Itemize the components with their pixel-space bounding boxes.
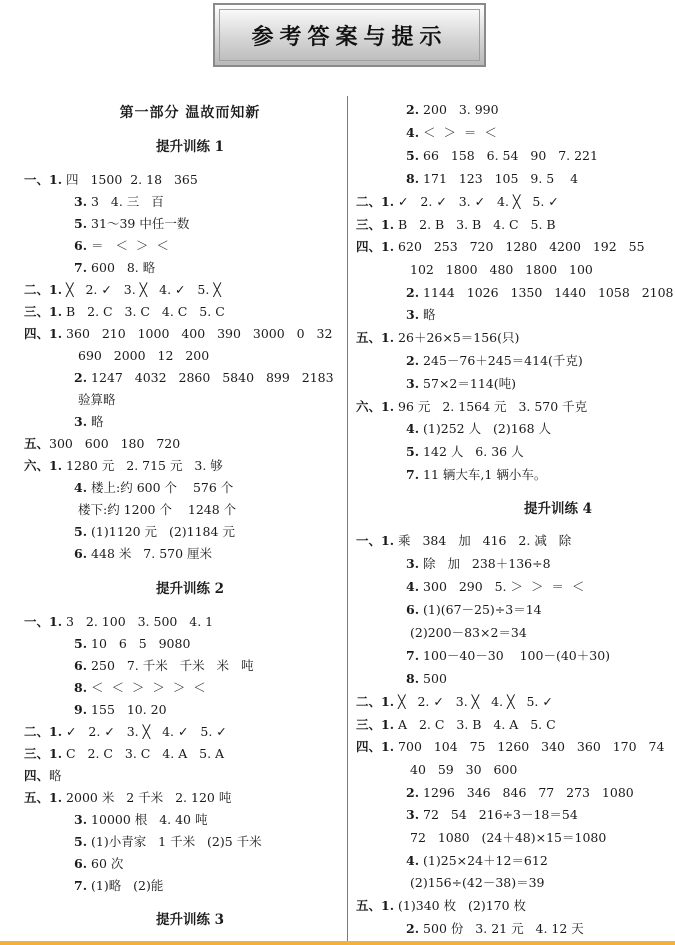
answer-text: ✓ 2. ✓ 3. ✓ 4. ╳ 5. ✓ bbox=[394, 194, 559, 209]
item-number: 三、1. bbox=[356, 217, 395, 232]
answer-text: (1)340 枚 (2)170 枚 bbox=[394, 898, 527, 913]
answer-line bbox=[406, 554, 551, 574]
answer-text: ＜ ＜ ＞ ＞ ＞ ＜ bbox=[87, 680, 206, 695]
answer-text: 四 1500 2. 18 365 bbox=[62, 172, 198, 187]
item-number: 5. bbox=[74, 834, 88, 849]
answer-line bbox=[24, 280, 221, 300]
bottom-accent-bar bbox=[0, 941, 675, 945]
item-number: 二、1. bbox=[356, 194, 395, 209]
answer-text: 57×2＝114(吨) bbox=[419, 376, 516, 391]
answer-line bbox=[74, 832, 262, 852]
answer-line bbox=[356, 737, 664, 757]
answer-text: 略 bbox=[49, 768, 62, 783]
answer-line bbox=[406, 374, 516, 394]
item-number: 2. bbox=[74, 370, 88, 385]
answer-line bbox=[74, 544, 212, 564]
item-number: 6. bbox=[74, 856, 88, 871]
answer-line bbox=[356, 896, 526, 916]
answer-text: 3 4. 三 百 bbox=[87, 194, 164, 209]
answer-text: 66 158 6. 54 90 7. 221 bbox=[419, 148, 598, 163]
item-number: 一、1. bbox=[356, 533, 395, 548]
answer-line bbox=[406, 100, 499, 120]
answer-text: 除 加 238＋136÷8 bbox=[419, 556, 551, 571]
answer-text: 155 10. 20 bbox=[87, 702, 167, 717]
answer-line bbox=[78, 346, 209, 366]
answer-line bbox=[410, 828, 606, 848]
answer-line bbox=[406, 646, 610, 666]
answer-line bbox=[74, 522, 235, 542]
answer-text: 1296 346 846 77 273 1080 bbox=[419, 785, 634, 800]
answer-text: 102 1800 480 1800 100 bbox=[410, 262, 593, 277]
item-number: 6. bbox=[74, 658, 88, 673]
answer-text: 100－40－30 100－(40＋30) bbox=[419, 648, 611, 663]
answer-text: (1)1120 元 (2)1184 元 bbox=[87, 524, 235, 539]
answer-text: 26＋26×5＝156(只) bbox=[394, 330, 520, 345]
answer-line bbox=[356, 692, 553, 712]
answer-text: 1280 元 2. 715 元 3. 够 bbox=[62, 458, 223, 473]
answer-text: 楼上:约 600 个 576 个 bbox=[87, 480, 234, 495]
answer-text: 72 1080 (24＋48)×15＝1080 bbox=[410, 830, 607, 845]
item-number: 2. bbox=[406, 785, 420, 800]
answer-line bbox=[406, 351, 583, 371]
answer-text: 1144 1026 1350 1440 1058 2108 bbox=[419, 285, 674, 300]
answer-text: A 2. C 3. B 4. A 5. C bbox=[394, 717, 556, 732]
item-number: 四、1. bbox=[356, 239, 395, 254]
item-number: 9. bbox=[74, 702, 88, 717]
answer-line bbox=[406, 805, 578, 825]
item-number: 2. bbox=[406, 353, 420, 368]
answer-line bbox=[74, 656, 253, 676]
answer-line bbox=[356, 397, 587, 417]
answer-text: 96 元 2. 1564 元 3. 570 千克 bbox=[394, 399, 588, 414]
item-number: 8. bbox=[406, 171, 420, 186]
answer-text: 500 份 3. 21 元 4. 12 天 bbox=[419, 921, 584, 936]
item-number: 三、1. bbox=[356, 717, 395, 732]
answer-text: 10000 根 4. 40 吨 bbox=[87, 812, 208, 827]
item-number: 一、1. bbox=[24, 614, 63, 629]
answer-text: 200 3. 990 bbox=[419, 102, 499, 117]
answer-text: 245－76＋245＝414(千克) bbox=[419, 353, 583, 368]
answer-text: 500 bbox=[419, 671, 447, 686]
answer-line bbox=[74, 876, 163, 896]
item-number: 3. bbox=[74, 414, 88, 429]
item-number: 5. bbox=[406, 148, 420, 163]
answer-line bbox=[356, 531, 571, 551]
answer-text: 360 210 1000 400 390 3000 0 32 bbox=[62, 326, 333, 341]
answer-line bbox=[356, 237, 645, 257]
answer-text: 楼下:约 1200 个 1248 个 bbox=[78, 502, 237, 517]
section-title: 提升训练 3 bbox=[155, 912, 225, 928]
answer-line bbox=[406, 419, 551, 439]
answer-line bbox=[410, 760, 517, 780]
answer-line bbox=[74, 700, 167, 720]
answer-text: 142 人 6. 36 人 bbox=[419, 444, 524, 459]
section-title: 提升训练 2 bbox=[155, 581, 225, 597]
item-number: 4. bbox=[74, 480, 88, 495]
page-title: 参考答案与提示 bbox=[251, 24, 448, 50]
answer-line bbox=[74, 810, 207, 830]
item-number: 二、1. bbox=[24, 724, 63, 739]
answer-line bbox=[78, 390, 116, 410]
answer-line bbox=[24, 788, 231, 808]
item-number: 三、1. bbox=[24, 304, 63, 319]
item-number: 2. bbox=[406, 102, 420, 117]
answer-line bbox=[356, 328, 519, 348]
answer-line bbox=[406, 442, 524, 462]
answer-line bbox=[406, 669, 447, 689]
column-divider bbox=[347, 96, 348, 945]
answer-text: (1)略 (2)能 bbox=[87, 878, 164, 893]
answer-line bbox=[24, 766, 62, 786]
item-number: 六、1. bbox=[24, 458, 63, 473]
answer-line bbox=[410, 623, 527, 643]
item-number: 3. bbox=[406, 807, 420, 822]
answer-text: ＝ ＜ ＞ ＜ bbox=[87, 238, 169, 253]
answer-text: 31～39 中任一数 bbox=[87, 216, 190, 231]
answer-line bbox=[406, 305, 436, 325]
item-number: 5. bbox=[74, 216, 88, 231]
item-number: 一、1. bbox=[24, 172, 63, 187]
item-number: 五、1. bbox=[356, 330, 395, 345]
answer-line bbox=[24, 170, 198, 190]
item-number: 7. bbox=[406, 467, 420, 482]
part-title: 第一部分 温故而知新 bbox=[119, 105, 261, 121]
answer-text: (1)25×24＋12＝612 bbox=[419, 853, 548, 868]
answer-text: 250 7. 千米 千米 米 吨 bbox=[87, 658, 254, 673]
answer-text: ╳ 2. ✓ 3. ╳ 4. ✓ 5. ╳ bbox=[62, 282, 221, 297]
answer-text: (1)(67－25)÷3＝14 bbox=[419, 602, 542, 617]
answer-line bbox=[406, 465, 546, 485]
item-number: 3. bbox=[74, 194, 88, 209]
answer-line bbox=[74, 478, 233, 498]
answer-text: ✓ 2. ✓ 3. ╳ 4. ✓ 5. ✓ bbox=[62, 724, 227, 739]
answer-text: ＜ ＞ ＝ ＜ bbox=[419, 125, 497, 140]
answer-line bbox=[24, 744, 224, 764]
answer-text: ╳ 2. ✓ 3. ╳ 4. ╳ 5. ✓ bbox=[394, 694, 553, 709]
answer-text: 60 次 bbox=[87, 856, 124, 871]
answer-line bbox=[74, 854, 123, 874]
answer-line bbox=[24, 612, 213, 632]
answer-line bbox=[74, 214, 189, 234]
item-number: 8. bbox=[74, 680, 88, 695]
answer-text: 2000 米 2 千米 2. 120 吨 bbox=[62, 790, 232, 805]
answer-key-banner bbox=[213, 3, 486, 67]
answer-text: 690 2000 12 200 bbox=[78, 348, 210, 363]
item-number: 7. bbox=[74, 260, 88, 275]
answer-line bbox=[74, 258, 155, 278]
item-number: 6. bbox=[406, 602, 420, 617]
answer-line bbox=[406, 146, 598, 166]
item-number: 四、 bbox=[24, 768, 50, 783]
item-number: 2. bbox=[406, 285, 420, 300]
answer-text: 验算略 bbox=[78, 392, 116, 407]
answer-line bbox=[24, 302, 225, 322]
item-number: 5. bbox=[74, 636, 88, 651]
item-number: 五、 bbox=[24, 436, 50, 451]
item-number: 8. bbox=[406, 671, 420, 686]
item-number: 四、1. bbox=[356, 739, 395, 754]
answer-line bbox=[406, 600, 542, 620]
item-number: 6. bbox=[74, 546, 88, 561]
answer-text: (2)200－83×2＝34 bbox=[410, 625, 527, 640]
answer-line bbox=[24, 456, 223, 476]
answer-line bbox=[74, 236, 169, 256]
item-number: 4. bbox=[406, 125, 420, 140]
answer-text: 700 104 75 1260 340 360 170 74 bbox=[394, 739, 665, 754]
answer-line bbox=[406, 783, 634, 803]
answer-line bbox=[356, 215, 556, 235]
answer-line bbox=[24, 324, 332, 344]
answer-line bbox=[406, 919, 584, 939]
answer-line bbox=[406, 169, 578, 189]
answer-line bbox=[74, 678, 206, 698]
item-number: 5. bbox=[74, 524, 88, 539]
answer-line bbox=[74, 412, 104, 432]
answer-line bbox=[74, 634, 190, 654]
answer-text: 72 54 216÷3－18＝54 bbox=[419, 807, 578, 822]
item-number: 三、1. bbox=[24, 746, 63, 761]
answer-line bbox=[410, 873, 545, 893]
answer-text: 171 123 105 9. 5 4 bbox=[419, 171, 579, 186]
answer-line bbox=[406, 123, 497, 143]
item-number: 2. bbox=[406, 921, 420, 936]
answer-line bbox=[356, 192, 559, 212]
answer-line bbox=[406, 577, 584, 597]
item-number: 4. bbox=[406, 853, 420, 868]
answer-line bbox=[78, 500, 236, 520]
answer-text: B 2. B 3. B 4. C 5. B bbox=[394, 217, 556, 232]
answer-text: (1)小青家 1 千米 (2)5 千米 bbox=[87, 834, 262, 849]
item-number: 3. bbox=[406, 556, 420, 571]
answer-text: 300 290 5. ＞ ＞ ＝ ＜ bbox=[419, 579, 585, 594]
item-number: 7. bbox=[406, 648, 420, 663]
answer-text: 乘 384 加 416 2. 减 除 bbox=[394, 533, 572, 548]
item-number: 4. bbox=[406, 421, 420, 436]
item-number: 六、1. bbox=[356, 399, 395, 414]
answer-text: 11 辆大车,1 辆小车。 bbox=[419, 467, 547, 482]
answer-text: 略 bbox=[87, 414, 104, 429]
answer-line bbox=[410, 260, 593, 280]
answer-text: 448 米 7. 570 厘米 bbox=[87, 546, 213, 561]
item-number: 3. bbox=[74, 812, 88, 827]
answer-line bbox=[356, 715, 556, 735]
answer-line bbox=[74, 368, 334, 388]
answer-line bbox=[24, 722, 227, 742]
item-number: 5. bbox=[406, 444, 420, 459]
item-number: 3. bbox=[406, 376, 420, 391]
item-number: 二、1. bbox=[356, 694, 395, 709]
answer-text: B 2. C 3. C 4. C 5. C bbox=[62, 304, 225, 319]
item-number: 四、1. bbox=[24, 326, 63, 341]
answer-line bbox=[406, 851, 548, 871]
answer-line bbox=[406, 283, 674, 303]
answer-line bbox=[74, 192, 164, 212]
item-number: 6. bbox=[74, 238, 88, 253]
section-title: 提升训练 1 bbox=[155, 139, 225, 155]
answer-text: 3 2. 100 3. 500 4. 1 bbox=[62, 614, 214, 629]
item-number: 五、1. bbox=[24, 790, 63, 805]
answer-text: 40 59 30 600 bbox=[410, 762, 518, 777]
answer-text: 620 253 720 1280 4200 192 55 bbox=[394, 239, 645, 254]
answer-text: (1)252 人 (2)168 人 bbox=[419, 421, 552, 436]
item-number: 五、1. bbox=[356, 898, 395, 913]
item-number: 3. bbox=[406, 307, 420, 322]
answer-text: 10 6 5 9080 bbox=[87, 636, 191, 651]
answer-text: 1247 4032 2860 5840 899 2183 bbox=[87, 370, 334, 385]
answer-text: 略 bbox=[419, 307, 436, 322]
answer-line bbox=[24, 434, 180, 454]
item-number: 7. bbox=[74, 878, 88, 893]
section-title: 提升训练 4 bbox=[523, 501, 593, 517]
item-number: 二、1. bbox=[24, 282, 63, 297]
answer-text: 300 600 180 720 bbox=[49, 436, 181, 451]
answer-text: 600 8. 略 bbox=[87, 260, 156, 275]
answer-text: C 2. C 3. C 4. A 5. A bbox=[62, 746, 225, 761]
item-number: 4. bbox=[406, 579, 420, 594]
answer-text: (2)156÷(42－38)＝39 bbox=[410, 875, 545, 890]
